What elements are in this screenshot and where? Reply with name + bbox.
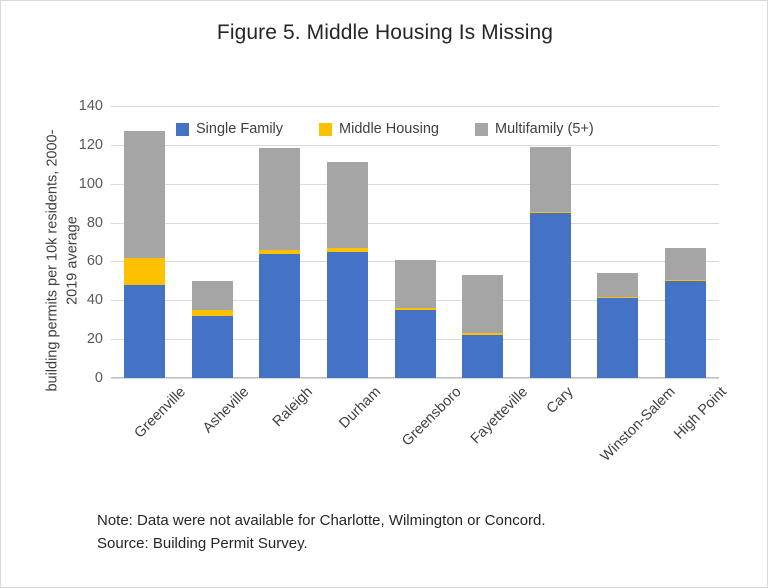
x-label-slot (449, 378, 531, 488)
legend-swatch-icon (319, 123, 332, 136)
chart-title: Figure 5. Middle Housing Is Missing (216, 21, 554, 44)
y-axis-tick-label: 60 (86, 253, 103, 270)
x-axis-tick-label: Greensboro (399, 384, 465, 450)
bar-segment[interactable] (259, 148, 300, 250)
bar-segment[interactable] (327, 252, 368, 378)
x-axis-tick-label: Fayetteville (467, 384, 531, 448)
bar-group (516, 106, 584, 378)
x-label-slot (652, 378, 731, 488)
y-axis-tick-label: 120 (78, 136, 103, 153)
stacked-bar[interactable] (395, 260, 436, 379)
y-axis-label: building permits per 10k residents, 2000-2019 average (44, 129, 80, 392)
bar-segment[interactable] (665, 248, 706, 280)
bar-segment[interactable] (192, 281, 233, 310)
legend-item[interactable] (319, 121, 439, 137)
bar-series-group (111, 106, 719, 378)
bar-group (652, 106, 720, 378)
chart-legend (176, 121, 594, 137)
y-axis-tick-label: 100 (78, 175, 103, 192)
plot-area (78, 98, 719, 386)
x-label-slot (246, 378, 314, 488)
stacked-bar[interactable] (192, 281, 233, 378)
legend-swatch-icon (176, 123, 189, 136)
stacked-bar[interactable] (124, 131, 165, 378)
bar-segment[interactable] (530, 147, 571, 212)
bar-segment[interactable] (395, 260, 436, 309)
legend-label: Single Family (196, 121, 284, 137)
y-axis-tick-label: 80 (86, 214, 103, 231)
y-axis-tick-label: 0 (94, 370, 103, 386)
bar-segment[interactable] (665, 281, 706, 378)
x-label-slot (381, 378, 465, 488)
stacked-bar[interactable] (665, 248, 706, 378)
bar-segment[interactable] (124, 258, 165, 285)
x-axis-tick-label: Greenville (131, 384, 189, 442)
stacked-bar[interactable] (259, 148, 300, 378)
stacked-bar[interactable] (462, 275, 503, 378)
bar-segment[interactable] (124, 131, 165, 257)
x-axis-tick-labels (111, 378, 731, 488)
bar-segment[interactable] (530, 213, 571, 378)
y-axis-tick-label: 40 (86, 292, 103, 309)
x-axis-tick-label: High Point (671, 384, 731, 443)
note-line-2: Source: Building Permit Survey. (97, 535, 308, 553)
legend-label: Middle Housing (339, 121, 439, 137)
x-label-slot (179, 378, 253, 488)
legend-label: Multifamily (5+) (494, 121, 594, 137)
bar-segment[interactable] (462, 335, 503, 378)
bar-segment[interactable] (327, 162, 368, 247)
x-axis-tick-label: Winston-Salem (597, 384, 679, 465)
legend-swatch-icon (475, 123, 488, 136)
bar-group (179, 106, 247, 378)
figure-notes (97, 509, 546, 556)
x-axis-tick-label: Cary (543, 384, 577, 417)
y-axis-tick-label: 140 (78, 98, 103, 114)
x-label-slot (111, 378, 189, 488)
stacked-bar[interactable] (597, 273, 638, 378)
stacked-bar[interactable] (327, 162, 368, 378)
bar-group (246, 106, 314, 378)
note-line-1: Note: Data were not available for Charlotte, Wilmington or Concord. (97, 512, 546, 529)
bar-group (449, 106, 517, 378)
bar-segment[interactable] (259, 254, 300, 378)
bar-segment[interactable] (597, 298, 638, 378)
bar-group (381, 106, 449, 378)
bar-group (314, 106, 382, 378)
bar-segment[interactable] (597, 273, 638, 297)
bar-group (111, 106, 179, 378)
x-label-slot (584, 378, 679, 488)
x-axis-tick-label: Asheville (200, 384, 253, 437)
stacked-bar[interactable] (530, 147, 571, 378)
y-axis-tick-label: 20 (86, 331, 103, 348)
x-axis-tick-label: Raleigh (269, 384, 316, 431)
legend-item[interactable] (475, 121, 594, 137)
x-label-slot (516, 378, 584, 488)
x-label-slot (314, 378, 385, 488)
bar-segment[interactable] (192, 316, 233, 378)
x-axis-tick-label: Durham (336, 384, 385, 432)
bar-segment[interactable] (395, 310, 436, 378)
legend-item[interactable] (176, 121, 283, 137)
bar-segment[interactable] (462, 275, 503, 333)
bar-group (584, 106, 652, 378)
bar-segment[interactable] (124, 285, 165, 378)
